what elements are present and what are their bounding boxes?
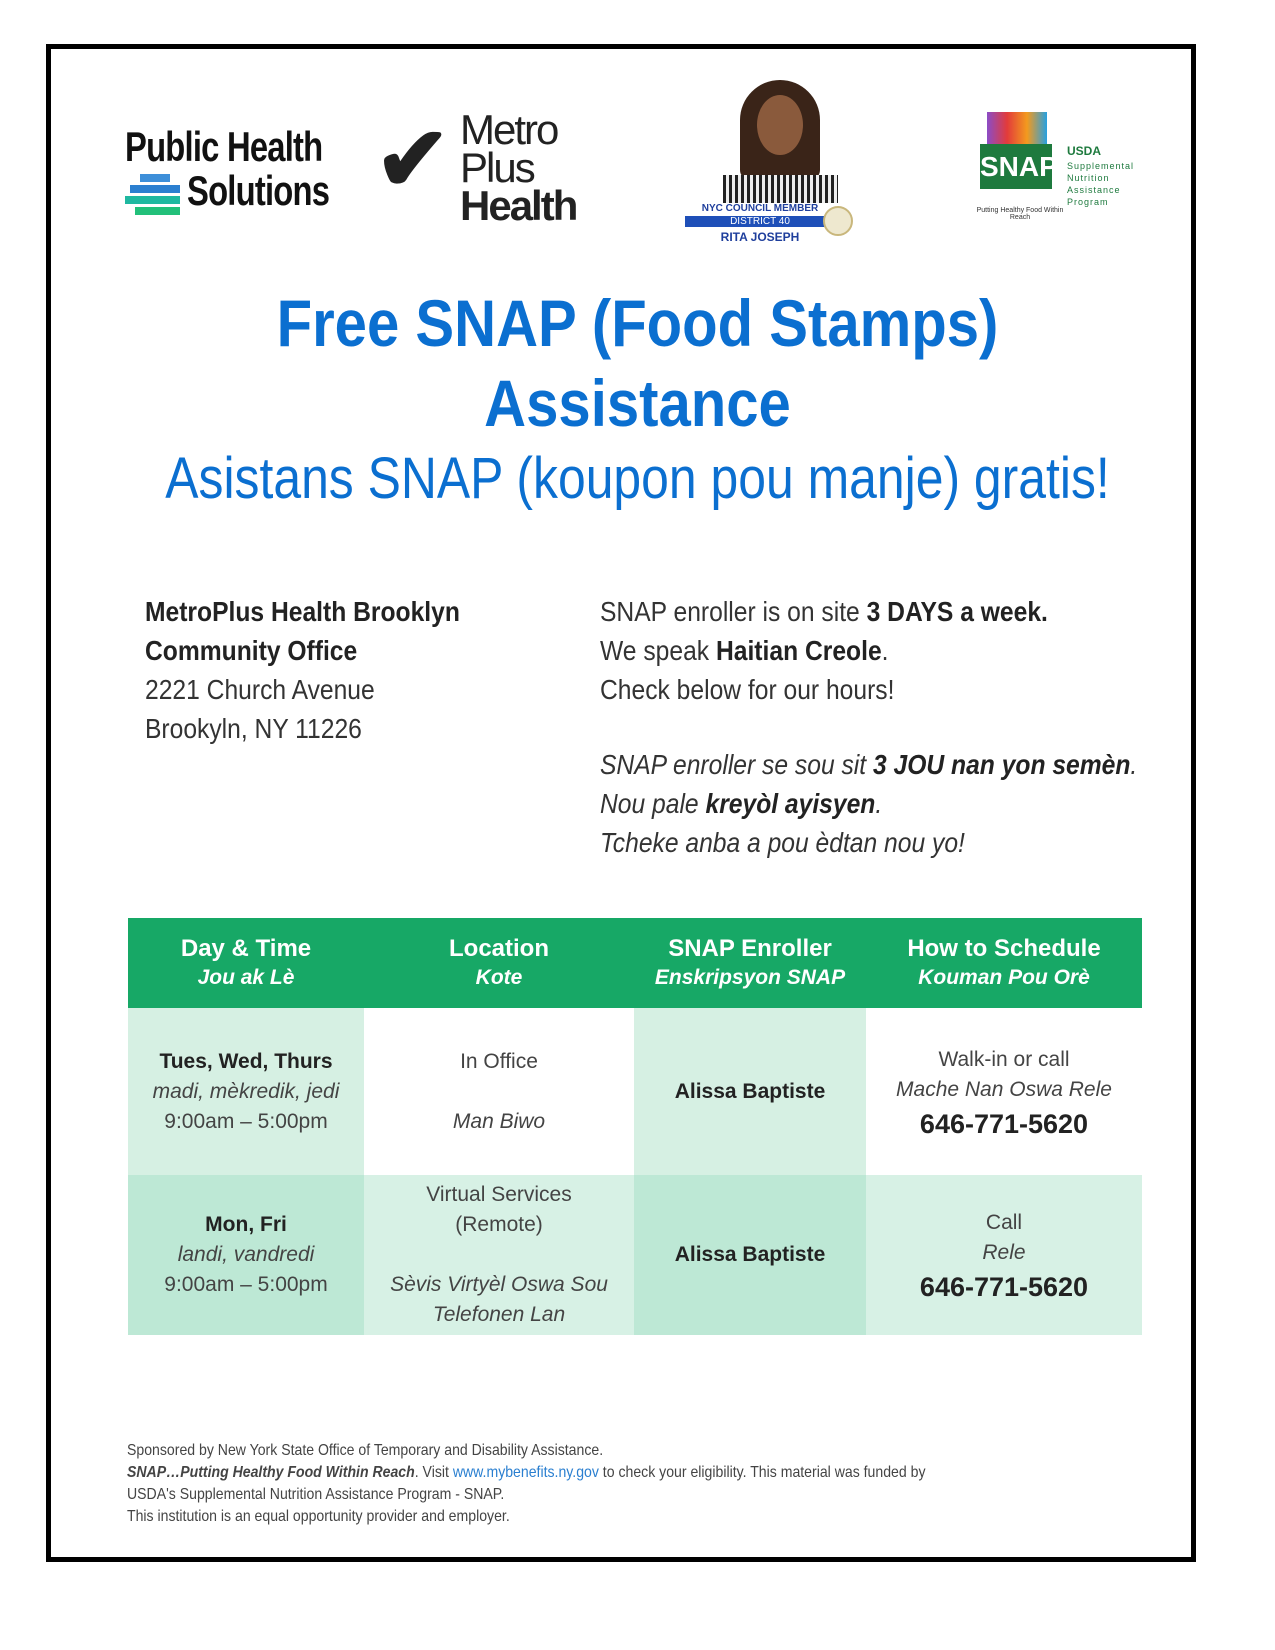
logo-text: Public Health xyxy=(125,123,323,170)
text: Check below for our hours! xyxy=(600,674,895,705)
about-english xyxy=(600,592,1048,709)
text: Tcheke anba a pou èdtan nou yo! xyxy=(600,827,965,858)
bars-icon xyxy=(125,172,185,217)
text: . Visit xyxy=(414,1464,453,1481)
cell-schedule: Call Rele 646-771-5620 xyxy=(866,1175,1142,1335)
text: 3 JOU nan yon semèn xyxy=(872,749,1131,780)
text: SNAP enroller se sou sit xyxy=(600,749,873,780)
cell-enroller: Alissa Baptiste xyxy=(634,1175,866,1335)
logo-text: Health xyxy=(460,182,577,229)
council-role: NYC COUNCIL MEMBER xyxy=(701,203,819,214)
logo-text: Solutions xyxy=(187,167,330,214)
text: Haitian Creole xyxy=(715,635,882,666)
page-subtitle-creole: Asistans SNAP (koupon pou manje) gratis! xyxy=(165,446,1110,511)
schedule-table xyxy=(128,918,1142,1335)
table-row xyxy=(128,1008,1142,1175)
city-seal-icon xyxy=(823,206,853,236)
logo-text: Metro xyxy=(460,106,558,153)
about-creole xyxy=(600,745,1137,862)
checkmark-icon: ✔ xyxy=(375,110,451,210)
cell-day-time: Mon, Fri landi, vandredi 9:00am – 5:00pm xyxy=(128,1175,364,1335)
portrait-photo xyxy=(740,80,820,180)
table-header xyxy=(128,918,1142,1008)
mybenefits-link[interactable]: www.mybenefits.ny.gov xyxy=(452,1464,599,1481)
text: kreyòl ayisyen xyxy=(705,788,876,819)
table-row xyxy=(128,1175,1142,1335)
council-name: RITA JOSEPH xyxy=(720,230,800,244)
cell-enroller: Alissa Baptiste xyxy=(634,1008,866,1175)
text: . xyxy=(875,788,883,819)
footer-equal-opportunity: This institution is an equal opportunity provider and employer. xyxy=(127,1508,510,1525)
cell-day-time: Tues, Wed, Thurs madi, mèkredik, jedi 9:00am – 5:00pm xyxy=(128,1008,364,1175)
footer-slogan: SNAP…Putting Healthy Food Within Reach xyxy=(127,1464,415,1481)
header-schedule: How to Schedule Kouman Pou Orè xyxy=(866,918,1142,1008)
council-district: DISTRICT 40 xyxy=(685,216,835,227)
text: . xyxy=(881,635,889,666)
text: . xyxy=(1130,749,1138,780)
footer-sponsor: Sponsored by New York State Office of Temporary and Disability Assistance. xyxy=(127,1442,604,1459)
cell-schedule: Walk-in or call Mache Nan Oswa Rele 646-771-5620 xyxy=(866,1008,1142,1175)
snap-tagline: Putting Healthy Food Within Reach xyxy=(976,207,1064,221)
header-location: Location Kote xyxy=(364,918,634,1008)
food-graphic-icon xyxy=(987,112,1047,144)
footer xyxy=(127,1440,926,1528)
text: SNAP enroller is on site xyxy=(600,596,867,627)
phone-number[interactable]: 646-771-5620 xyxy=(919,1108,1089,1139)
footer-funding: USDA's Supplemental Nutrition Assistance Program - SNAP. xyxy=(127,1486,505,1503)
council-member-badge xyxy=(685,80,855,250)
portrait-shirt xyxy=(723,175,838,203)
text: We speak xyxy=(600,635,716,666)
page-title: Free SNAP (Food Stamps) xyxy=(276,286,999,360)
snap-mark: SNAP xyxy=(980,144,1052,189)
text: to check your eligibility. This material was funded by xyxy=(598,1464,926,1481)
snap-program-text: Supplemental Nutrition Assistance Program xyxy=(1067,161,1135,207)
text: Nou pale xyxy=(600,788,706,819)
office-name: MetroPlus Health Brooklyn xyxy=(145,596,460,627)
cell-location: Virtual Services (Remote) Sèvis Virtyèl Oswa Sou Telefonen Lan xyxy=(364,1175,634,1335)
office-address xyxy=(145,592,460,748)
metroplus-health-logo xyxy=(375,106,615,230)
public-health-solutions-logo xyxy=(125,125,335,213)
logo-text: Plus xyxy=(460,144,534,191)
office-street: 2221 Church Avenue xyxy=(145,674,375,705)
header-day-time: Day & Time Jou ak Lè xyxy=(128,918,364,1008)
cell-location: In Office Man Biwo xyxy=(364,1008,634,1175)
header-enroller: SNAP Enroller Enskripsyon SNAP xyxy=(634,918,866,1008)
office-name-2: Community Office xyxy=(145,635,358,666)
usda-text: USDA xyxy=(1067,144,1102,158)
office-city: Brookyln, NY 11226 xyxy=(145,713,362,744)
text: 3 DAYS a week. xyxy=(866,596,1048,627)
page-title-line2: Assistance xyxy=(484,366,791,440)
phone-number[interactable]: 646-771-5620 xyxy=(919,1272,1089,1302)
usda-snap-logo xyxy=(975,112,1155,237)
